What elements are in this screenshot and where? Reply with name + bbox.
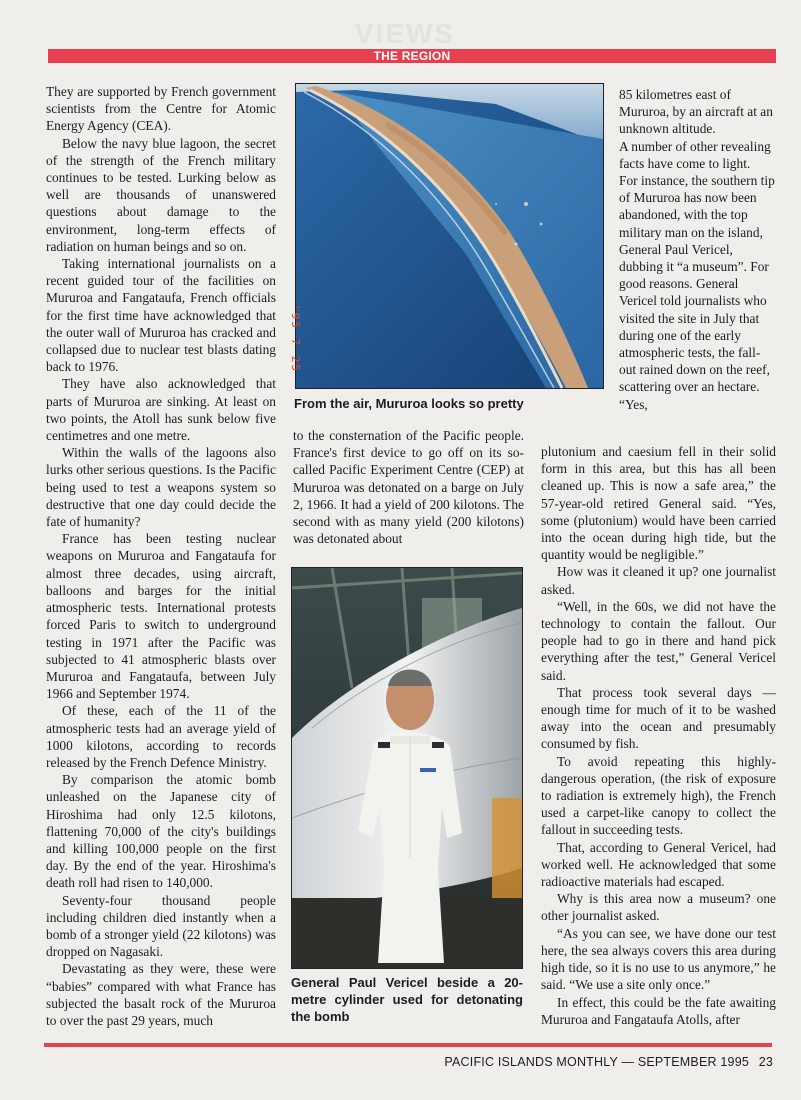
atoll-aerial-photo [289,83,604,389]
paragraph: Devastating as they were, these were “babies” compared with what France has subjected the basalt rock of the Mururoa to over the past 29 years, much [46,961,276,1028]
general-photo [291,567,523,969]
paragraph: to the consternation of the Pacific people. France's first device to go off on its so-called Pacific Experiment Centre (CEP) at Mururoa was detonated on a barge on July 2, 1966. It had a yield of 200 kilotons. The second with as many yield (200 kilotons) was detonated about [293,428,524,547]
paragraph: Seventy-four thousand people including children died instantly when a bomb of a stronger yield (22 kilotons) was dropped on Nagasaki. [46,892,276,960]
paragraph: Below the navy blue lagoon, the secret of the strength of the French military continues to be tested. Lurking below as well are thousands of unanswered questions about damage to the environment, long-term effects of radiation on human beings and so on. [46,135,276,254]
paragraph: How was it cleaned it up? one journalist asked. [541,564,776,597]
paragraph: They have also acknowledged that parts of Mururoa are sinking. At least on two points, the Atoll has sunk below five centimetres and one metre. [46,376,276,444]
photo-caption: From the air, Mururoa looks so pretty [294,396,524,411]
page-number: 23 [758,1055,773,1069]
photo-date-stamp: '95 7 25 [289,304,302,373]
paragraph: “As you can see, we have done our test here, the sea always covers this area during high tide, so it is no use to us anymore,” he said. “We use a site only once.” [541,925,776,993]
paragraph: By comparison the atomic bomb unleashed on the Japanese city of Hiroshima had only 12.5 kilotons, flattening 70,000 of the city's buildings and killing 100,000 people on the first day. By the end of the year. Hiroshima's death roll had risen to 140,000. [46,772,276,891]
section-label: THE REGION [373,49,451,63]
paragraph: That, according to General Vericel, had worked well. He acknowledged that some radioactive materials had escaped. [541,839,776,890]
atoll-illustration [296,84,603,388]
paragraph: 85 kilometres east of Mururoa, by an aircraft at an unknown altitude. [619,87,773,137]
photo-caption: General Paul Vericel beside a 20-metre cylinder used for detonating the bomb [291,975,523,1024]
paragraph: Why is this area now a museum? one other journalist asked. [541,891,776,924]
article-column-1 [46,83,276,1029]
page-footer [438,1055,773,1069]
paragraph: In effect, this could be the fate awaiting Mururoa and Fangataufa Atolls, after [541,994,776,1027]
article-column-3-top [619,86,775,413]
publication-name: PACIFIC ISLANDS MONTHLY — SEPTEMBER 1995 [444,1055,749,1069]
footer-rule [44,1043,772,1047]
paragraph: To avoid repeating this highly-dangerous operation, (the risk of exposure to radiation is extremely high), the French used a carpet-like canopy to collect the fallout in succeeding tests. [541,753,776,838]
section-banner [48,49,776,63]
paragraph: For instance, the southern tip of Mururoa has now been abandoned, with the top military man on the island, General Paul Vericel, dubbing it “a museum”. For good reasons. General Vericel told journalists who visited the site in July that during one of the early atmospheric tests, the fall-out rained down on the reef, scattering over an hectare. “Yes, [619,173,775,412]
paragraph: “Well, in the 60s, we did not have the technology to contain the fallout. Our people had to go in there and hand pick everything after the test,” General Vericel said. [541,598,776,683]
article-column-2 [293,427,524,547]
paragraph: Of these, each of the 11 of the atmospheric tests had an average yield of 1000 kilotons, according to records released by the French Defence Ministry. [46,703,276,770]
paragraph: plutonium and caesium fell in their solid form in this area, but this has all been cleaned up. This is now a safe area,” the 57-year-old retired General said. “Yes, some (plutonium) would have been carried into the ocean during high tide, but the quantity would be negligible.” [541,444,776,563]
general-illustration [292,568,522,968]
article-column-3-bottom [541,443,776,1028]
ghost-title: VIEWS [354,18,456,49]
paragraph: That process took several days — enough time for much of it to be washed away into the ocean and presumably consumed by fish. [541,684,776,752]
paragraph: France has been testing nuclear weapons on Mururoa and Fangataufa for almost three decades, using aircraft, balloons and barges for the initial atmospheric tests. International protests forced Paris to switch to underground testing in 1971 after the Pacific was subjected to 41 atmospheric blasts over Mururoa and Fangataufa, between July 1966 and September 1974. [46,531,276,702]
paragraph: A number of other revealing facts have come to light. [619,138,771,171]
paragraph: Within the walls of the lagoons also lurks other serious questions. Is the Pacific being used to test a weapons system so destructive that one day could decide the fate of humanity? [46,445,276,530]
paragraph: Taking international journalists on a recent guided tour of the facilities on Mururoa and Fangataufa, French officials for the first time have acknowledged that the outer wall of Mururoa has cracked and collapsed due to nuclear test blasts dating back to 1976. [46,256,276,375]
paragraph: They are supported by French government scientists from the Centre for Atomic Energy Agency (CEA). [46,84,276,134]
